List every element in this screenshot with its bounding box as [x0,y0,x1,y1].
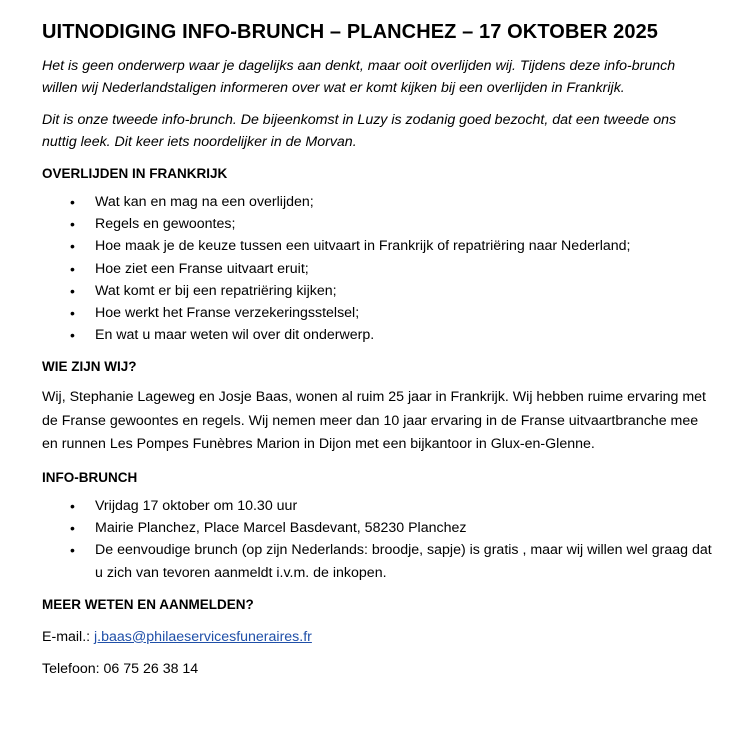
list-item: • Hoe maak je de keuze tussen een uitvaart in Frankrijk of repatriëring naar Nederland; [42,235,713,257]
list-item: • De eenvoudige brunch (op zijn Nederlands: broodje, sapje) is gratis , maar wij willen wel graag dat u zich van tevoren aanmeldt i.v.m. de inkopen. [42,539,713,583]
bullet-icon: • [70,216,75,233]
bullet-icon: • [70,260,75,277]
list-item: • Regels en gewoontes; [42,213,713,235]
intro-paragraph-2: Dit is onze tweede info-brunch. De bijeenkomst in Luzy is zodanig goed bezocht, dat een tweede ons nuttig leek. Dit keer iets noordelijker in de Morvan. [42,112,677,150]
list-item: • Vrijdag 17 oktober om 10.30 uur [42,495,713,517]
bullet-icon: • [70,327,75,344]
list-item: • Hoe werkt het Franse verzekeringsstelsel; [42,302,713,324]
list-item: • Wat kan en mag na een overlijden; [42,191,713,213]
email-line [42,626,713,648]
list-item: • Wat komt er bij een repatriëring kijken; [42,280,713,302]
bullet-icon: • [70,520,75,537]
page-title: UITNODIGING INFO-BRUNCH – PLANCHEZ – 17 OKTOBER 2025 [42,21,659,43]
section-heading-meer-weten: MEER WETEN EN AANMELDEN? [42,596,254,612]
bullet-icon: • [70,542,75,559]
email-link[interactable]: j.baas@philaeservicesfuneraires.fr [94,628,312,645]
phone-line: Telefoon: 06 75 26 38 14 [42,660,199,677]
bullet-icon: • [70,305,75,322]
bullet-icon: • [70,194,75,210]
list-item: • Hoe ziet een Franse uitvaart eruit; [42,258,713,280]
email-label: E-mail.: [42,628,95,645]
bullet-icon: • [70,497,75,514]
list-item: • Mairie Planchez, Place Marcel Basdevant, 58230 Planchez [42,517,713,539]
section-heading-info-brunch: INFO-BRUNCH [42,469,138,485]
intro-paragraph-1: Het is geen onderwerp waar je dagelijks aan denkt, maar ooit overlijden wij. Tijdens deze info-brunch willen wij Nederlandstaligen informeren over wat er komt kijken bij een overlijden in Frankrijk. [42,58,676,96]
bullet-icon: • [70,282,75,299]
list-item: • En wat u maar weten wil over dit onderwerp. [42,324,713,346]
overlijden-list [42,191,713,346]
section-heading-overlijden: OVERLIJDEN IN FRANKRIJK [42,166,228,181]
bullet-icon: • [70,238,75,255]
section-heading-wie-zijn-wij: WIE ZIJN WIJ? [42,359,137,375]
brunch-list [42,495,713,584]
about-paragraph: Wij, Stephanie Lageweg en Josje Baas, wonen al ruim 25 jaar in Frankrijk. Wij hebben ruime ervaring met de Franse gewoontes en regels. Wij nemen meer dan 10 jaar ervaring in de Franse uitvaartbranche mee en runnen Les Pompes Funèbres Marion in Dijon met een bijkantoor in Glux-en-Glenne. [42,389,706,453]
